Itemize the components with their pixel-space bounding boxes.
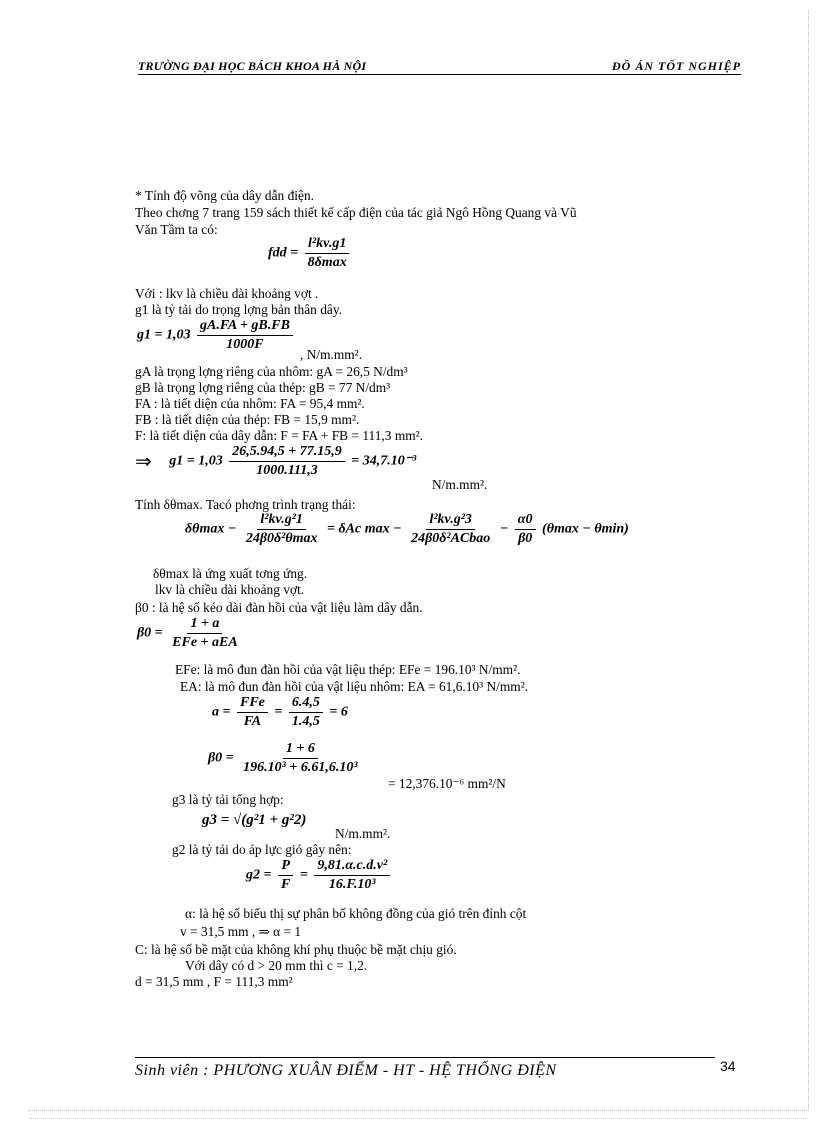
equation-denominator: EFe + aEA bbox=[172, 635, 238, 650]
equation-lhs: g2 = bbox=[246, 867, 272, 883]
equation-numerator: l²kv.g²3 bbox=[426, 512, 474, 530]
equation-term: = δAc max − bbox=[327, 521, 402, 537]
equation-denominator: 16.F.10³ bbox=[328, 877, 376, 892]
equation-term: = bbox=[274, 704, 283, 720]
equation-denominator: β0 bbox=[518, 531, 533, 546]
equation-term: (θmax − θmin) bbox=[542, 521, 629, 537]
equation-g2 bbox=[246, 858, 393, 893]
equation-denominator: 196.10³ + 6.61,6.10³ bbox=[243, 760, 358, 775]
equation-rhs: = 34,7.10⁻³ bbox=[351, 453, 417, 469]
footer-student: Sinh viên : PHƯƠNG XUÂN ĐIỂM - HT - HỆ THỐNG ĐIỆN bbox=[135, 1062, 557, 1079]
text-line: g1 là tỷ tải do trọng lợng bản thân dây. bbox=[135, 302, 343, 317]
equation-lhs: g1 = 1,03 bbox=[137, 327, 191, 343]
equation-numerator: 1 + a bbox=[187, 616, 222, 634]
equation-beta0 bbox=[137, 616, 244, 651]
equation-beta0-value bbox=[208, 741, 364, 776]
equation-numerator: α0 bbox=[515, 512, 536, 530]
unit-label: N/m.mm². bbox=[335, 826, 391, 841]
equation-denominator: 24β0δ²ACbao bbox=[411, 531, 491, 546]
result-label: = 12,376.10⁻⁶ mm²/N bbox=[388, 776, 506, 791]
equation-sag bbox=[268, 236, 353, 271]
equation-g1 bbox=[137, 318, 296, 353]
equation-denominator: 1000.111,3 bbox=[256, 463, 318, 478]
equation-numerator: l²kv.g1 bbox=[305, 236, 349, 254]
page-header bbox=[138, 58, 741, 75]
page-bottom-border bbox=[30, 1118, 808, 1119]
equation-numerator: 26,5.94,5 + 77.15,9 bbox=[229, 444, 344, 462]
equation-denominator: 1000F bbox=[226, 337, 264, 352]
text-line: FB : là tiết diện của thép: FB = 15,9 mm². bbox=[135, 412, 360, 427]
equation-numerator: 6.4,5 bbox=[289, 695, 323, 713]
equation-g3: g3 = √(g²1 + g²2) bbox=[202, 812, 307, 828]
text-line: v = 31,5 mm , ⇒ α = 1 bbox=[180, 924, 302, 939]
text-line: F: là tiết diện của dây dẫn: F = FA + FB = 111,3 mm². bbox=[135, 428, 424, 443]
equation-a bbox=[212, 695, 348, 730]
text-line: gA là trọng lợng riêng của nhôm: gA = 26,5 N/dm³ bbox=[135, 364, 408, 379]
equation-denominator: 24β0δ²θmax bbox=[245, 531, 318, 546]
equation-numerator: P bbox=[278, 858, 293, 876]
text-line: g2 là tỷ tải do áp lực gió gây nên: bbox=[172, 842, 352, 857]
equation-lhs: β0 = bbox=[208, 750, 234, 766]
text-line: Với : lkv là chiều dài khoảng vợt . bbox=[135, 286, 319, 301]
equation-state bbox=[185, 512, 629, 547]
equation-numerator: l²kv.g²1 bbox=[257, 512, 305, 530]
text-line: g3 là tỷ tải tổng hợp: bbox=[172, 792, 284, 807]
text-line: Tính δθmax. Tacó phơng trình trạng thái: bbox=[135, 497, 356, 512]
equation-term: − bbox=[499, 521, 509, 537]
text-line: Văn Tầm ta có: bbox=[135, 222, 218, 237]
text-line: EA: là mô đun đàn hồi của vật liệu nhôm: EA = 61,6.10³ N/mm². bbox=[180, 679, 529, 694]
header-university: TRƯỜNG ĐẠI HỌC BÁCH KHOA HÀ NỘI bbox=[138, 59, 367, 73]
equation-numerator: 9,81.α.c.d.v² bbox=[314, 858, 390, 876]
text-line: δθmax là ứng xuất tơng ứng. bbox=[153, 566, 308, 581]
text-line: EFe: là mô đun đàn hồi của vật liệu thép: EFe = 196.10³ N/mm². bbox=[175, 662, 521, 677]
text-line: FA : là tiết diện của nhôm: FA = 95,4 mm². bbox=[135, 396, 365, 411]
text-line: gB là trọng lợng riêng của thép: gB = 77 N/dm³ bbox=[135, 380, 391, 395]
section-heading: * Tính độ võng của dây dẫn điện. bbox=[135, 188, 315, 203]
page-number: 34 bbox=[720, 1058, 736, 1074]
equation-rhs: = 6 bbox=[329, 704, 348, 720]
equation-term: δθmax − bbox=[185, 521, 237, 537]
header-thesis-title: ĐỒ ÁN TỐT NGHIỆP bbox=[612, 59, 741, 73]
footer-divider bbox=[135, 1057, 715, 1058]
text-line: d = 31,5 mm , F = 111,3 mm² bbox=[135, 974, 293, 989]
text-line: Theo chơng 7 trang 159 sách thiết kế cấp điện của tác giả Ngô Hồng Quang và Vũ bbox=[135, 205, 577, 220]
equation-lhs: g1 = 1,03 bbox=[169, 453, 223, 469]
equation-g1-value bbox=[135, 444, 416, 479]
equation-lhs: β0 = bbox=[137, 625, 163, 641]
text-line: lkv là chiều dài khoảng vợt. bbox=[155, 582, 305, 597]
implies-arrow: ⇒ bbox=[135, 451, 152, 473]
equation-lhs: a = bbox=[212, 704, 231, 720]
equation-denominator: F bbox=[280, 877, 291, 892]
unit-label: N/m.mm². bbox=[432, 477, 488, 492]
unit-label: , N/m.mm². bbox=[300, 347, 363, 362]
equation-lhs: fdd = bbox=[268, 245, 299, 261]
equation-numerator: FFe bbox=[237, 695, 268, 713]
equation-denominator: 1.4,5 bbox=[291, 714, 320, 729]
text-line: α: là hệ số biểu thị sự phân bố không đồng của gió trên đỉnh cột bbox=[185, 906, 527, 921]
text-line: C: là hệ số bề mặt của không khí phụ thuộc bề mặt chịu gió. bbox=[135, 942, 457, 957]
equation-numerator: 1 + 6 bbox=[283, 741, 318, 759]
equation-denominator: 8δmax bbox=[307, 255, 347, 270]
equation-denominator: FA bbox=[243, 714, 262, 729]
equation-term: = bbox=[299, 867, 308, 883]
equation-numerator: gA.FA + gB.FB bbox=[197, 318, 293, 336]
text-line: β0 : là hệ số kéo dài đàn hồi của vật liệu làm dây dẫn. bbox=[135, 600, 423, 615]
text-line: Với dây có d > 20 mm thì c = 1,2. bbox=[185, 958, 368, 973]
